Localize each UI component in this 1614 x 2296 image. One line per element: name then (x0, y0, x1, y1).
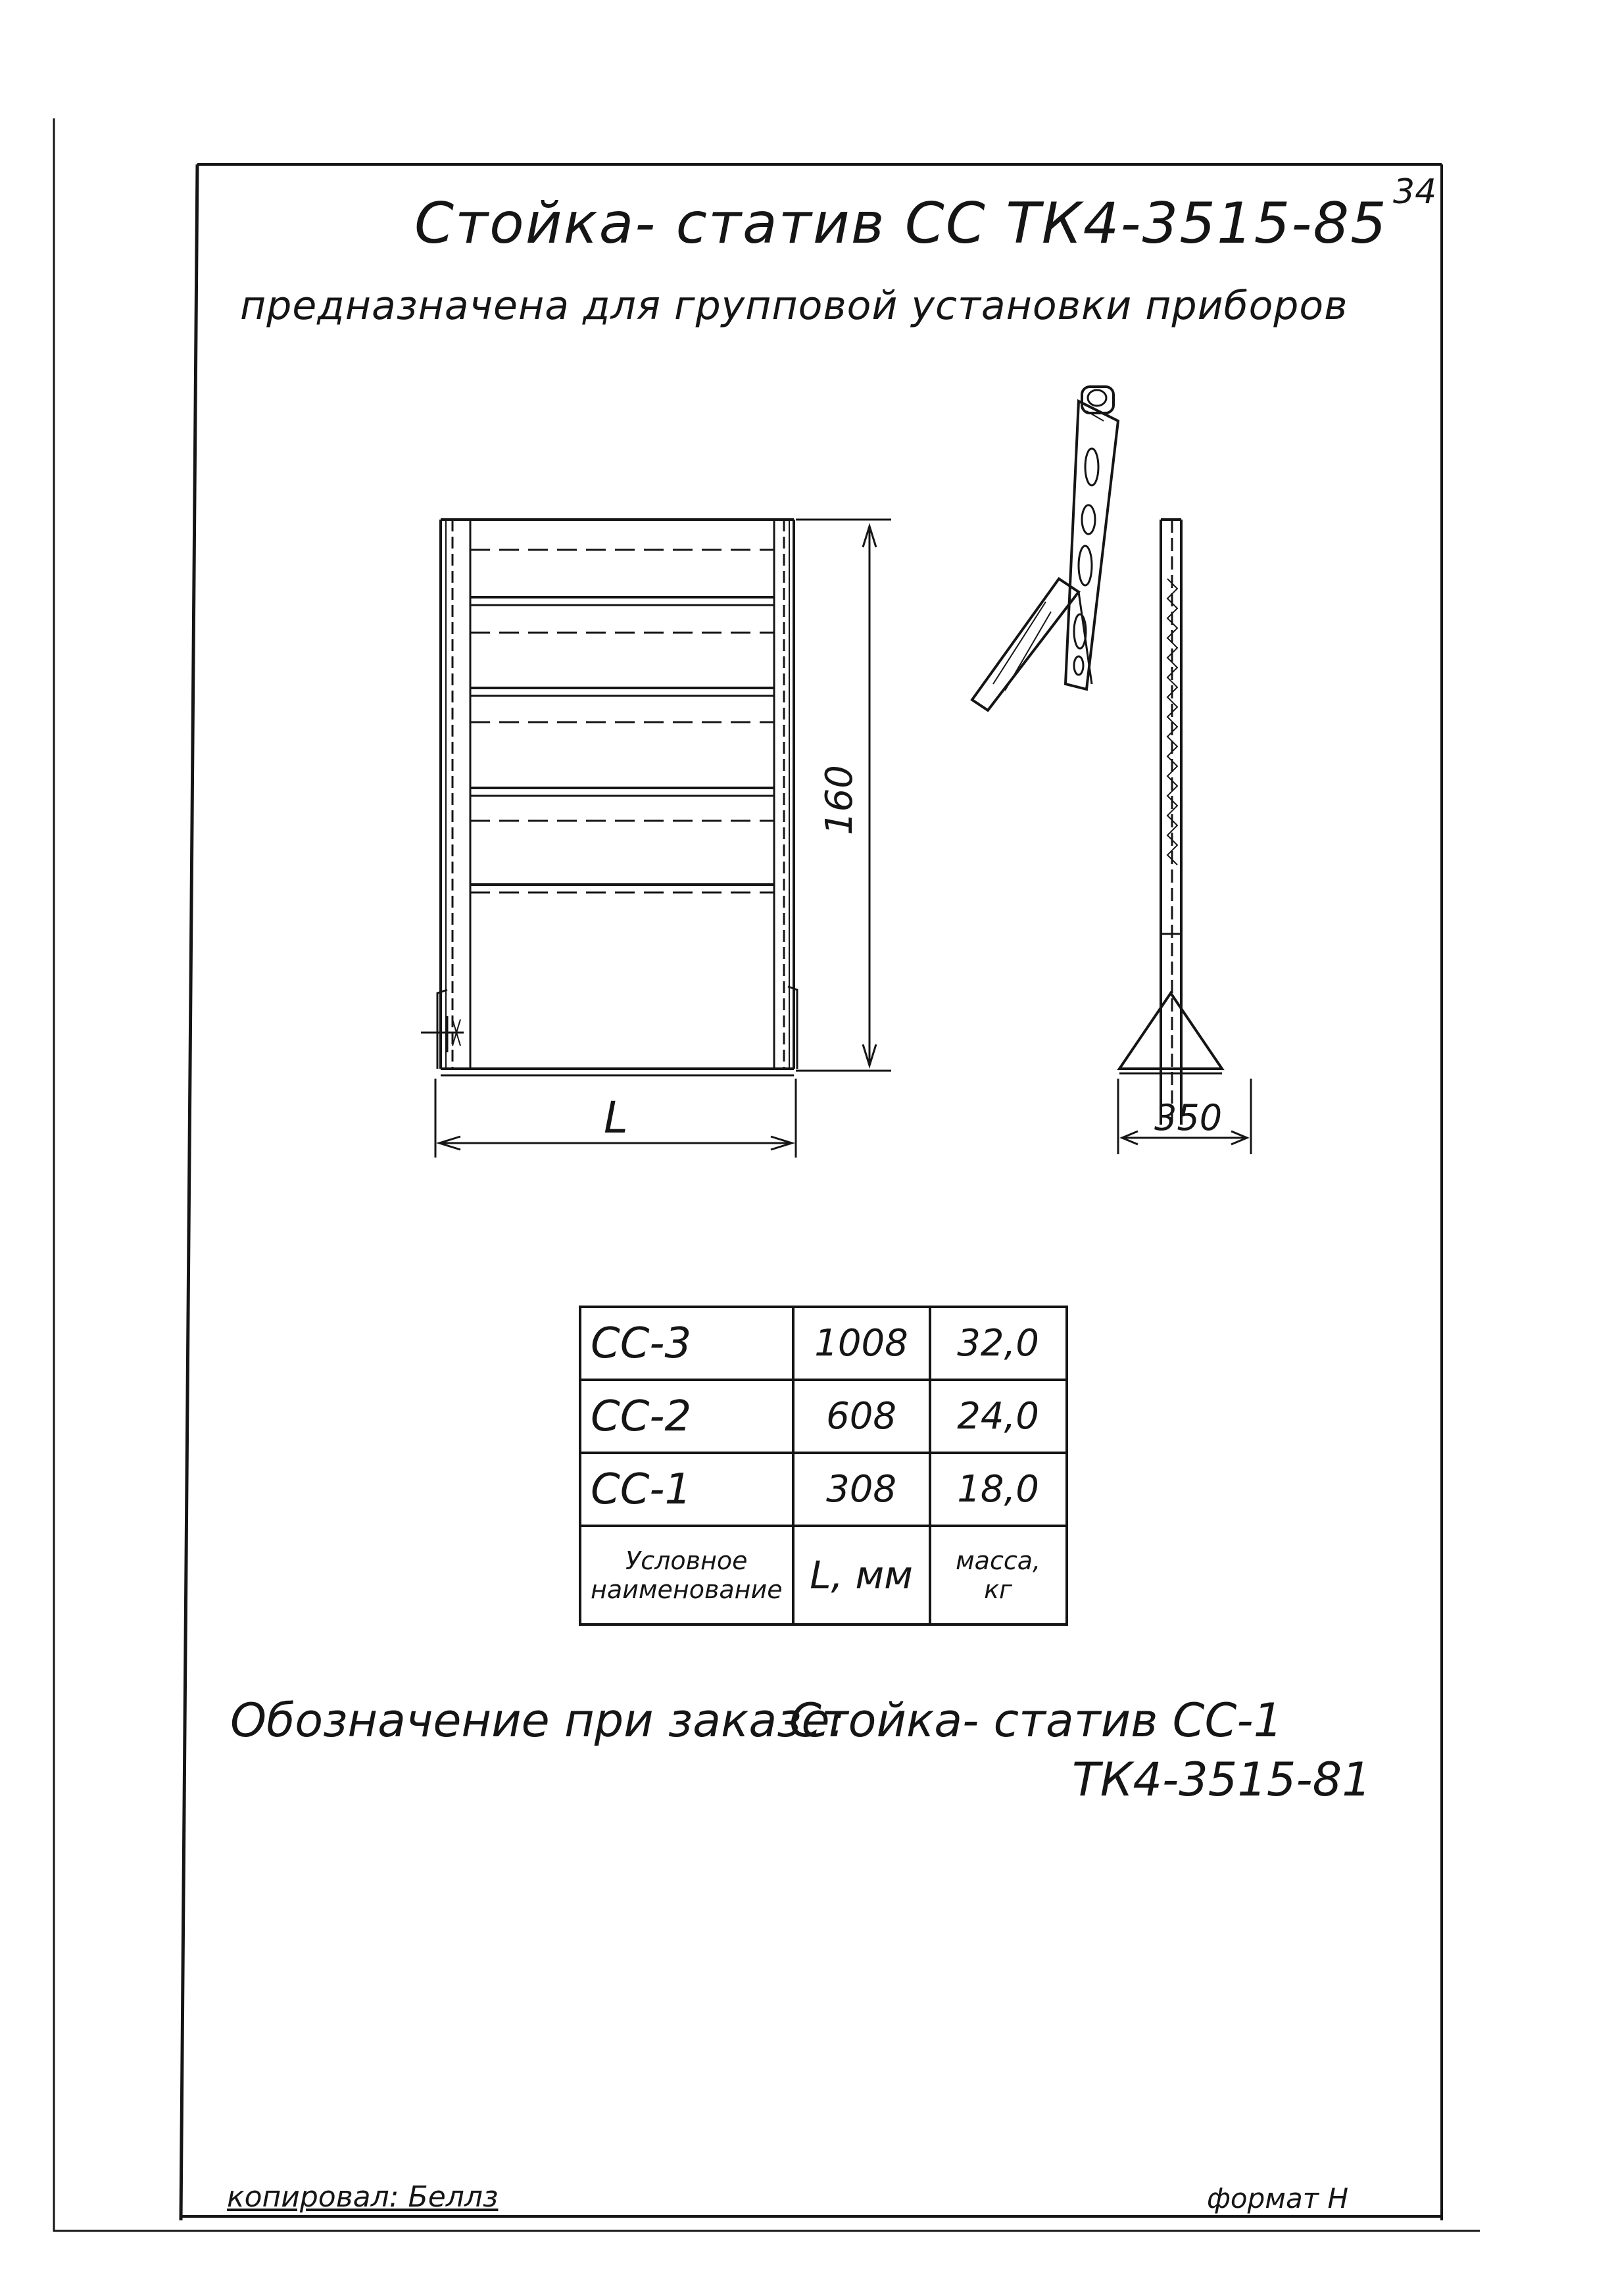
order-designation-value: Стойка- статив СС-1 (789, 1694, 1283, 1747)
document-subtitle: предназначена для групповой установки приборов (240, 283, 1348, 329)
header-length: L, мм (793, 1526, 930, 1624)
order-designation-code: ТК4-3515-81 (1072, 1753, 1371, 1807)
table-header-row (580, 1526, 1067, 1624)
side-view (1118, 520, 1251, 1154)
format-note: формат Н (1207, 2182, 1349, 2214)
perspective-detail (972, 387, 1118, 710)
front-dimensions (435, 520, 891, 1158)
specification-table (579, 1306, 1068, 1626)
header-name: Условное наименование (580, 1526, 793, 1624)
table-row (580, 1453, 1067, 1526)
cell-length: 308 (793, 1453, 930, 1526)
cell-length: 608 (793, 1380, 930, 1453)
sheet-frame (54, 118, 1480, 2231)
copied-by-note: копировал: Беллз (227, 2180, 499, 2214)
cell-mass: 32,0 (930, 1307, 1067, 1380)
cell-name: СС-3 (580, 1307, 793, 1380)
document-title: Стойка- статив СС ТК4-3515-85 (414, 191, 1388, 256)
height-dimension-label: 160 (818, 765, 861, 835)
cell-mass: 18,0 (930, 1453, 1067, 1526)
cell-length: 1008 (793, 1307, 930, 1380)
order-designation-label: Обозначение при заказе: (230, 1694, 846, 1747)
page-number: 34 (1393, 172, 1437, 212)
cell-name: СС-1 (580, 1453, 793, 1526)
cell-name: СС-2 (580, 1380, 793, 1453)
cell-mass: 24,0 (930, 1380, 1067, 1453)
table-row (580, 1380, 1067, 1453)
length-dimension-label: L (604, 1092, 628, 1143)
base-dimension-label: 350 (1154, 1097, 1223, 1138)
header-mass: масса, кг (930, 1526, 1067, 1624)
table-row (580, 1307, 1067, 1380)
front-view (421, 520, 797, 1075)
